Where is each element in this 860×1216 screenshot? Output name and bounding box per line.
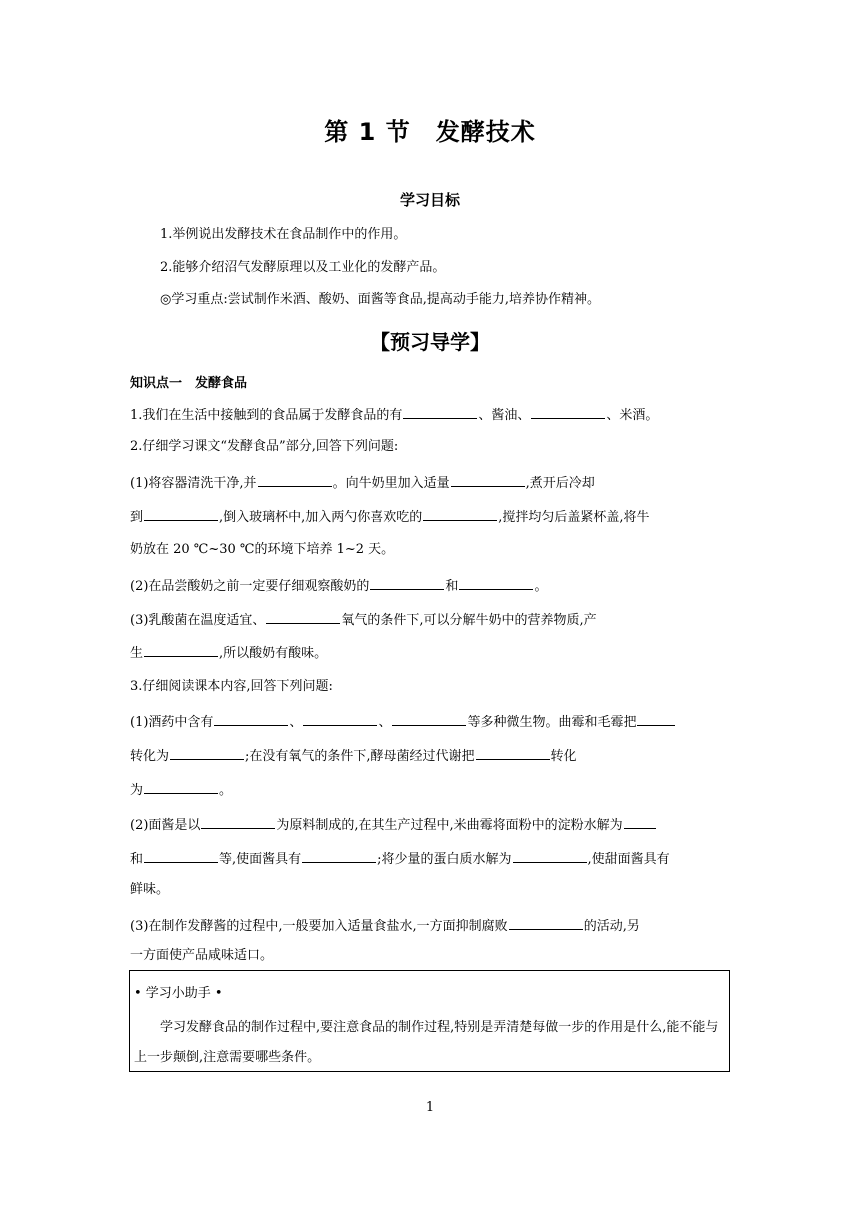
question-line (130, 814, 732, 836)
question-text: ,煮开后冷却 (525, 476, 595, 491)
question-line: 鲜味。 (130, 882, 170, 897)
question-line: 一方面使产品咸味适口。 (130, 948, 274, 963)
answer-blank[interactable] (144, 506, 218, 521)
question-line (130, 404, 732, 426)
question-text: (1)将容器清洗干净,并 (130, 476, 257, 491)
question-text: ;在没有氧气的条件下,酵母菌经过代谢把 (245, 749, 475, 764)
question-line (130, 472, 732, 494)
question-text: 的活动,另 (583, 919, 640, 934)
question-text: 氧气的条件下,可以分解牛奶中的营养物质,产 (341, 613, 597, 628)
question-line (130, 642, 732, 664)
question-line (130, 711, 732, 733)
question-text: 转化为 (130, 749, 170, 764)
question-text: ;将少量的蛋白质水解为 (377, 852, 512, 867)
question-text: 生 (130, 646, 144, 661)
question-text: 、 (289, 715, 303, 730)
answer-blank[interactable] (266, 609, 340, 624)
question-line (130, 506, 732, 528)
question-line (130, 848, 732, 870)
question-text: 和 (130, 852, 144, 867)
answer-blank[interactable] (513, 848, 587, 863)
question-text: ,搅拌均匀后盖紧杯盖,将牛 (498, 510, 650, 525)
answer-blank[interactable] (144, 779, 218, 794)
answer-blank[interactable] (476, 745, 550, 760)
answer-blank[interactable] (392, 711, 466, 726)
answer-blank[interactable] (303, 711, 377, 726)
question-text: 。 (534, 579, 548, 594)
answer-blank[interactable] (144, 642, 218, 657)
question-text: 、 (378, 715, 392, 730)
question-text: ,使甜面酱具有 (587, 852, 670, 867)
question-text: (1)酒药中含有 (130, 715, 214, 730)
study-helper-box (129, 970, 730, 1072)
question-line: 3.仔细阅读课本内容,回答下列问题: (130, 679, 333, 694)
page-title: 第 1 节 发酵技术 (324, 118, 536, 146)
answer-blank[interactable] (451, 472, 525, 487)
question-text: 。 (219, 783, 233, 798)
answer-blank[interactable] (258, 472, 332, 487)
answer-blank[interactable] (403, 404, 477, 419)
question-line (130, 779, 732, 801)
question-text: 转化 (550, 749, 577, 764)
section-heading: 【预习导学】 (370, 330, 490, 354)
answer-blank[interactable] (144, 848, 218, 863)
answer-blank[interactable] (459, 575, 533, 590)
answer-blank[interactable] (214, 711, 288, 726)
answer-blank[interactable] (531, 404, 605, 419)
answer-blank[interactable] (624, 814, 656, 829)
question-text: ,所以酸奶有酸味。 (219, 646, 328, 661)
question-line (130, 745, 732, 767)
question-text: 为 (130, 783, 144, 798)
question-text: 到 (130, 510, 144, 525)
answer-blank[interactable] (370, 575, 444, 590)
answer-blank[interactable] (302, 848, 376, 863)
question-text: ,倒入玻璃杯中,加入两勺你喜欢吃的 (219, 510, 423, 525)
objectives-heading: 学习目标 (399, 191, 460, 209)
objective-item: 1.举例说出发酵技术在食品制作中的作用。 (160, 227, 407, 242)
question-line: 奶放在 20 ℃~30 ℃的环境下培养 1~2 天。 (130, 542, 395, 557)
answer-blank[interactable] (637, 711, 675, 726)
question-text: 和 (445, 579, 459, 594)
answer-blank[interactable] (423, 506, 497, 521)
helper-title: • 学习小助手 • (134, 986, 223, 1001)
answer-blank[interactable] (170, 745, 244, 760)
objective-item: 2.能够介绍沼气发酵原理以及工业化的发酵产品。 (160, 260, 446, 275)
answer-blank[interactable] (509, 915, 583, 930)
question-text: 等,使面酱具有 (219, 852, 302, 867)
question-text: (3)乳酸菌在温度适宜、 (130, 613, 266, 628)
question-text: 为原料制成的,在其生产过程中,米曲霉将面粉中的淀粉水解为 (276, 818, 623, 833)
question-line: 2.仔细学习课文“发酵食品”部分,回答下列问题: (130, 439, 399, 454)
question-text: 、米酒。 (606, 408, 659, 423)
question-text: 等多种微生物。曲霉和毛霉把 (467, 715, 637, 730)
page-number: 1 (425, 1100, 435, 1115)
question-text: 。向牛奶里加入适量 (332, 476, 450, 491)
knowledge-point-heading: 知识点一 发酵食品 (130, 376, 248, 391)
question-text: (2)在品尝酸奶之前一定要仔细观察酸奶的 (130, 579, 370, 594)
question-text: 、酱油、 (478, 408, 531, 423)
question-text: (3)在制作发酵酱的过程中,一般要加入适量食盐水,一方面抑制腐败 (130, 919, 508, 934)
question-text: (2)面酱是以 (130, 818, 201, 833)
key-point-item: ◎学习重点:尝试制作米酒、酸奶、面酱等食品,提高动手能力,培养协作精神。 (160, 292, 600, 307)
question-line (130, 915, 732, 937)
helper-text: 学习发酵食品的制作过程中,要注意食品的制作过程,特别是弄清楚每做一步的作用是什么,能不能与上一步颠倒,注意需要哪些条件。 (134, 1020, 719, 1065)
question-line (130, 609, 732, 631)
question-line (130, 575, 732, 597)
question-text: 1.我们在生活中接触到的食品属于发酵食品的有 (130, 408, 403, 423)
answer-blank[interactable] (201, 814, 275, 829)
